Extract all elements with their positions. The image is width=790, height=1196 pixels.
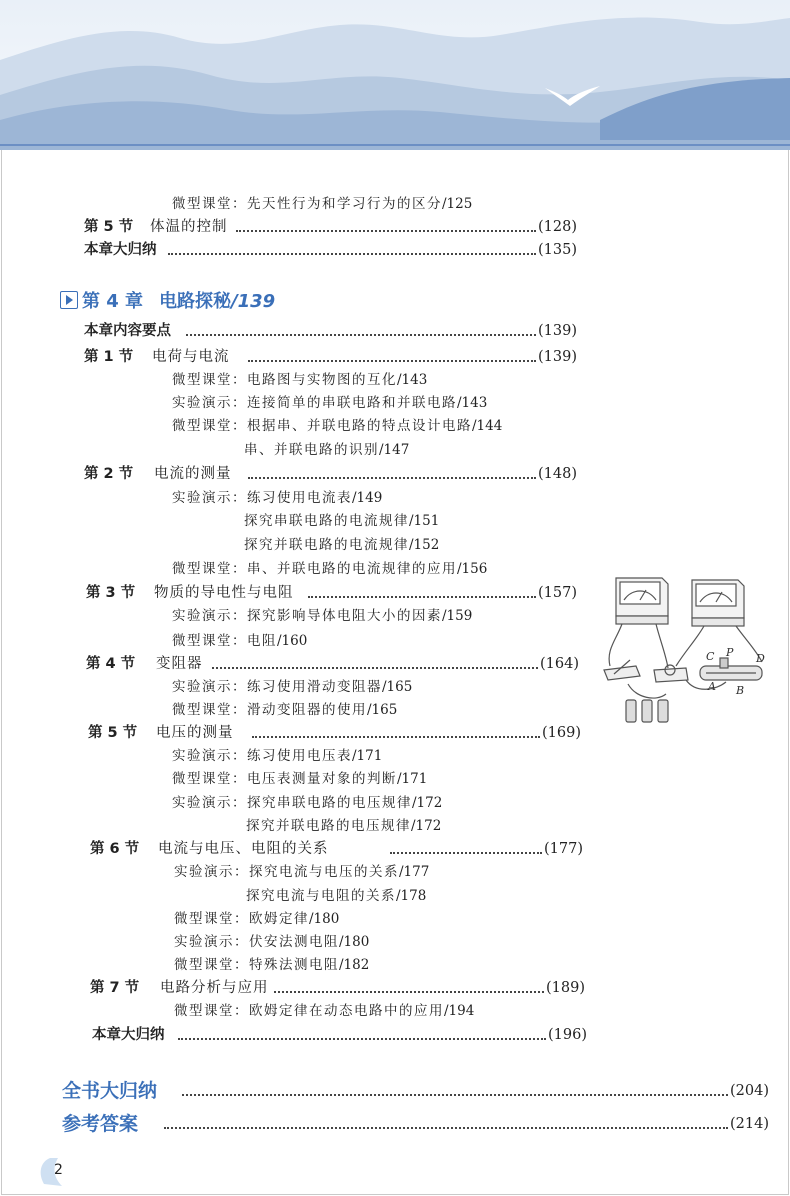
subentry-page: /165 <box>367 702 398 718</box>
leader-dots <box>168 253 536 255</box>
toc-summary-row[interactable] <box>0 1024 790 1046</box>
subentry-page: /156 <box>457 561 488 577</box>
section-title: 电流与电压、电阻的关系 <box>158 841 329 857</box>
subentry-page: /160 <box>277 633 308 649</box>
section-number: 第 1 节 <box>84 349 134 365</box>
toc-section-row[interactable] <box>0 346 790 368</box>
label-p: P <box>726 646 734 659</box>
section-page: (139) <box>538 349 577 365</box>
subentry-page: /143 <box>397 372 428 388</box>
subentry-label: 探究并联电路的电流规律 <box>244 537 409 553</box>
subentry-label: 探究串联电路的电流规律 <box>244 513 409 529</box>
section-number: 第 7 节 <box>90 980 140 996</box>
toc-section-row[interactable] <box>0 977 790 999</box>
subentry-label: 微型课堂：先天性行为和学习行为的区分 <box>172 196 442 212</box>
chapter-heading[interactable] <box>60 289 275 315</box>
subentry-label: 微型课堂：欧姆定律在动态电路中的应用 <box>174 1003 444 1019</box>
section-number: 第 5 节 <box>88 725 138 741</box>
subentry-page: /149 <box>352 490 383 506</box>
leader-dots <box>178 1038 546 1040</box>
subentry-label: 串、并联电路的识别 <box>244 442 379 458</box>
subentry-label: 实验演示：探究影响导体电阻大小的因素 <box>172 608 442 624</box>
keypoints-page: (139) <box>538 323 577 339</box>
book-summary-title: 全书大归纳 <box>62 1080 158 1102</box>
leader-dots <box>248 360 536 362</box>
section-title: 电路分析与应用 <box>160 980 269 996</box>
section-number: 第 3 节 <box>86 585 136 601</box>
section-title: 变阻器 <box>156 656 203 672</box>
subentry-page: /152 <box>409 537 440 553</box>
leader-dots <box>186 334 536 336</box>
chapter-page: /139 <box>231 291 276 312</box>
play-arrow-icon <box>60 291 78 309</box>
section-page: (148) <box>538 466 577 482</box>
section-number: 第 4 节 <box>86 656 136 672</box>
leader-dots <box>308 596 536 598</box>
subentry-page: /159 <box>442 608 473 624</box>
subentry-page: /143 <box>457 395 488 411</box>
subentry-page: /147 <box>379 442 410 458</box>
subentry-label: 微型课堂：根据串、并联电路的特点设计电路 <box>172 418 472 434</box>
subentry-page: /144 <box>472 418 503 434</box>
section-title: 电荷与电流 <box>152 349 230 365</box>
summary-page: (135) <box>538 242 577 258</box>
subentry-label: 探究并联电路的电压规律 <box>246 818 411 834</box>
subentry-label: 微型课堂：滑动变阻器的使用 <box>172 702 367 718</box>
label-c: C <box>706 650 715 663</box>
answers-page: (214) <box>730 1116 769 1132</box>
section-page: (189) <box>546 980 585 996</box>
toc-keypoints-row[interactable] <box>0 320 790 342</box>
subentry-label: 探究电流与电阻的关系 <box>246 888 396 904</box>
section-number: 第 6 节 <box>90 841 140 857</box>
chapter-number: 第 4 章 <box>82 291 144 312</box>
subentry-label: 微型课堂：欧姆定律 <box>174 911 309 927</box>
section-page: (164) <box>540 656 579 672</box>
subentry-page: /180 <box>339 934 370 950</box>
section-title: 电压的测量 <box>156 725 234 741</box>
keypoints-title: 本章内容要点 <box>84 323 171 339</box>
leader-dots <box>236 230 536 232</box>
subentry-page: /172 <box>412 795 443 811</box>
subentry-page: /151 <box>409 513 440 529</box>
subentry-page: /172 <box>411 818 442 834</box>
summary-title: 本章大归纳 <box>92 1027 165 1043</box>
subentry-page: /182 <box>339 957 370 973</box>
section-page: (128) <box>538 219 577 235</box>
subentry-label: 实验演示：伏安法测电阻 <box>174 934 339 950</box>
book-summary-page: (204) <box>730 1083 769 1099</box>
subentry-label: 微型课堂：串、并联电路的电流规律的应用 <box>172 561 457 577</box>
summary-page: (196) <box>548 1027 587 1043</box>
subentry-label: 实验演示：连接简单的串联电路和并联电路 <box>172 395 457 411</box>
subentry-page: /171 <box>352 748 383 764</box>
label-d: D <box>756 652 765 665</box>
subentry-label: 实验演示：探究电流与电压的关系 <box>174 864 399 880</box>
toc-summary-row[interactable] <box>0 239 790 261</box>
subentry-label: 微型课堂：电阻 <box>172 633 277 649</box>
subentry-label: 微型课堂：电路图与实物图的互化 <box>172 372 397 388</box>
section-page: (177) <box>544 841 583 857</box>
subentry-page: /177 <box>399 864 430 880</box>
section-number: 第 5 节 <box>84 219 134 235</box>
answers-title: 参考答案 <box>62 1113 139 1135</box>
section-title: 体温的控制 <box>150 219 228 235</box>
page-number-text: 2 <box>54 1162 63 1178</box>
subentry-label: 微型课堂：特殊法测电阻 <box>174 957 339 973</box>
section-page: (169) <box>542 725 581 741</box>
section-page: (157) <box>538 585 577 601</box>
leader-dots <box>274 991 544 993</box>
subentry-label: 实验演示：练习使用滑动变阻器 <box>172 679 382 695</box>
leader-dots <box>248 477 536 479</box>
toc-book-summary-row[interactable] <box>0 1078 790 1104</box>
subentry-label: 实验演示：探究串联电路的电压规律 <box>172 795 412 811</box>
label-a: A <box>708 680 716 693</box>
summary-title: 本章大归纳 <box>84 242 157 258</box>
subentry-page: /171 <box>397 771 428 787</box>
page-number <box>36 1156 66 1188</box>
toc-section-row[interactable] <box>0 463 790 485</box>
label-b: B <box>736 684 745 697</box>
section-title: 物质的导电性与电阻 <box>154 585 294 601</box>
subentry-label: 微型课堂：电压表测量对象的判断 <box>172 771 397 787</box>
subentry-page: /180 <box>309 911 340 927</box>
toc-section-row[interactable] <box>0 838 790 860</box>
leader-dots <box>212 667 538 669</box>
subentry-label: 实验演示：练习使用电压表 <box>172 748 352 764</box>
section-title: 电流的测量 <box>154 466 232 482</box>
circuit-illustration <box>596 570 776 740</box>
leader-dots <box>164 1127 728 1129</box>
toc-answers-row[interactable] <box>0 1111 790 1137</box>
subentry-page: /178 <box>396 888 427 904</box>
subentry-label: 实验演示：练习使用电流表 <box>172 490 352 506</box>
banner-divider <box>0 144 790 146</box>
leader-dots <box>182 1094 728 1096</box>
leader-dots <box>390 852 542 854</box>
subentry-page: /194 <box>444 1003 475 1019</box>
toc-section-row[interactable] <box>0 216 790 238</box>
chapter-title: 电路探秘 <box>159 291 232 312</box>
mountain-banner-image <box>0 0 790 150</box>
section-number: 第 2 节 <box>84 466 134 482</box>
leader-dots <box>252 736 540 738</box>
subentry-page: /165 <box>382 679 413 695</box>
subentry-page: /125 <box>442 196 473 212</box>
